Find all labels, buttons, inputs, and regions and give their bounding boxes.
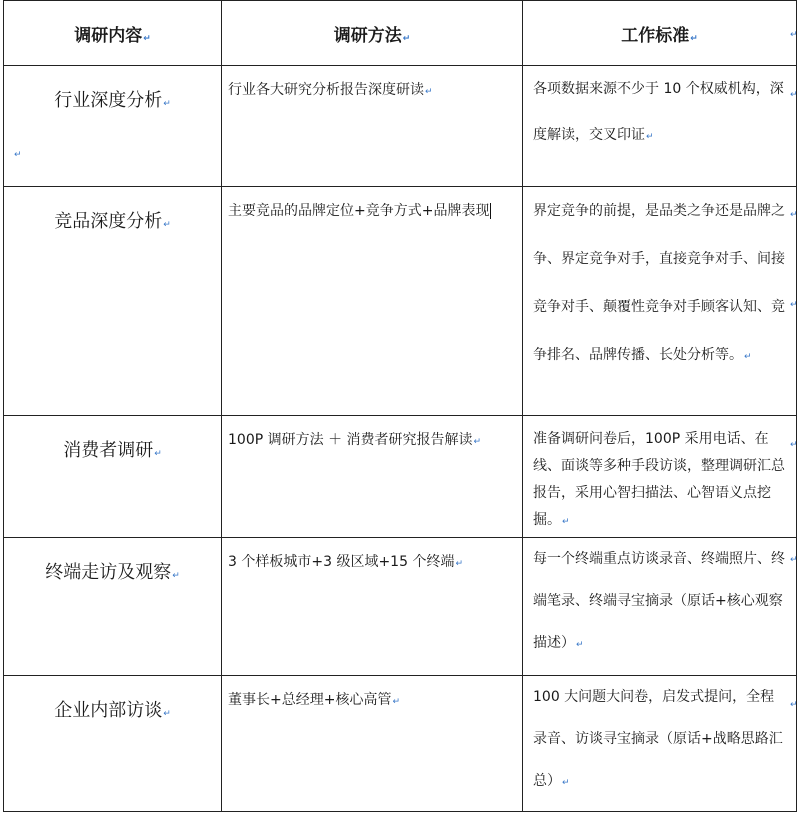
paragraph-mark-icon: ↵ [576, 640, 584, 650]
paragraph-mark-icon: ↵ [425, 87, 433, 97]
paragraph-mark-icon: ↵ [473, 437, 482, 447]
paragraph-mark-icon: ↵ [402, 33, 411, 44]
paragraph-mark-icon: ↵ [392, 697, 401, 707]
paragraph-mark-icon: ↵ [744, 352, 752, 362]
paragraph-mark-icon: ↵ [690, 33, 698, 44]
cell-topic: 消费者调研↵ [4, 416, 222, 538]
cell-topic: 竞品深度分析↵ [4, 187, 222, 416]
cell-method: 董事长+总经理+核心高管↵ [222, 676, 523, 812]
paragraph-mark-icon: ↵ [163, 220, 171, 230]
header-topic: 调研内容↵ [4, 1, 222, 66]
paragraph-mark-icon: ↵ [562, 778, 570, 788]
cell-method: 100P 调研方法 ＋ 消费者研究报告解读↵ [222, 416, 523, 538]
paragraph-mark-icon: ↵ [163, 99, 171, 109]
paragraph-mark-icon: ↵ [14, 150, 22, 160]
paragraph-mark-icon: ↵ [790, 440, 798, 450]
paragraph-mark-icon: ↵ [790, 555, 798, 565]
paragraph-mark-icon: ↵ [790, 700, 798, 710]
cell-topic: 企业内部访谈↵ [4, 676, 222, 812]
header-method: 调研方法↵ [222, 1, 523, 66]
cell-standard: 界定竞争的前提，是品类之争还是品牌之争、界定竞争对手，直接竞争对手、间接竞争对手、颠覆性竞争对手顾客认知、竞争排名、品牌传播、长处分析等。↵ [523, 187, 797, 416]
table-row [4, 416, 797, 538]
cell-standard: 100 大问题大问卷，启发式提问，全程录音、访谈寻宝摘录（原话+战略思路汇总）↵ [523, 676, 797, 812]
table-row [4, 66, 797, 187]
paragraph-mark-icon: ↵ [154, 449, 162, 459]
cell-method: 主要竞品的品牌定位+竞争方式+品牌表现 [222, 187, 523, 416]
header-standard: 工作标准↵ [523, 1, 797, 66]
paragraph-mark-icon: ↵ [790, 90, 798, 100]
cell-standard: 每一个终端重点访谈录音、终端照片、终端笔录、终端寻宝摘录（原话+核心观察描述）↵ [523, 538, 797, 676]
table-row [4, 187, 797, 416]
cell-topic: 行业深度分析↵ [4, 66, 222, 187]
paragraph-mark-icon: ↵ [646, 132, 654, 142]
paragraph-mark-icon: ↵ [455, 559, 463, 569]
paragraph-mark-icon: ↵ [790, 210, 798, 220]
header-row [4, 1, 797, 66]
paragraph-mark-icon: ↵ [790, 300, 798, 310]
cell-method: 行业各大研究分析报告深度研读↵ [222, 66, 523, 187]
paragraph-mark-icon: ↵ [562, 517, 570, 527]
cell-standard: 准备调研问卷后，100P 采用电话、在线、面谈等多种手段访谈，整理调研汇总报告，采用心智扫描法、心智语义点挖掘。↵ [523, 416, 797, 538]
table-row [4, 676, 797, 812]
paragraph-mark-icon: ↵ [790, 30, 798, 40]
table-row [4, 538, 797, 676]
cell-method: 3 个样板城市+3 级区域+15 个终端↵ [222, 538, 523, 676]
paragraph-mark-icon: ↵ [163, 709, 171, 719]
text-cursor [490, 203, 491, 219]
cell-topic: 终端走访及观察↵ [4, 538, 222, 676]
cell-standard: 各项数据来源不少于 10 个权威机构，深度解读，交叉印证↵ [523, 66, 797, 187]
paragraph-mark-icon: ↵ [172, 571, 180, 581]
paragraph-mark-icon: ↵ [143, 33, 151, 44]
research-table [3, 0, 797, 812]
